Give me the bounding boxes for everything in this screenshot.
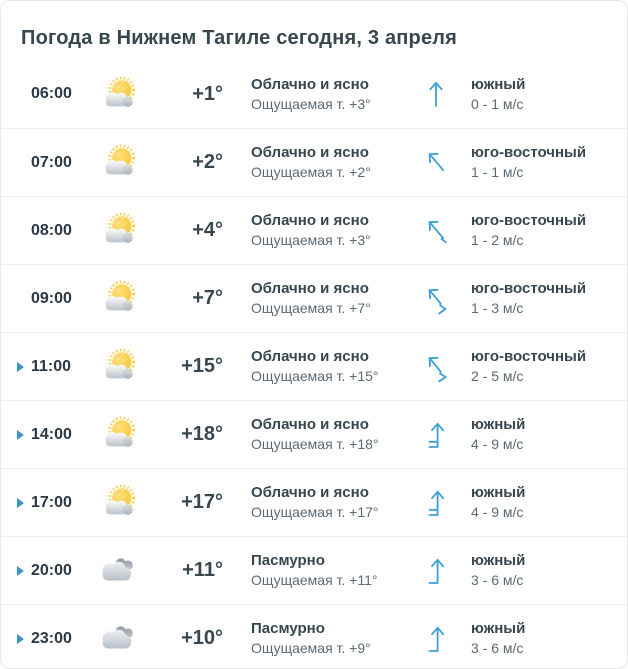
forecast-row[interactable] [1, 60, 627, 128]
wind-arrow-n-barb1-icon [419, 622, 453, 656]
wind-block [471, 211, 611, 249]
condition-label: Облачно и ясно [251, 416, 369, 434]
wind-arrow-n-icon [419, 77, 453, 111]
feels-like-label: Ощущаемая т. +18° [251, 436, 379, 453]
time-label: 11:00 [31, 357, 72, 375]
wind-block [471, 619, 611, 657]
wind-arrow-nw-barb2-icon [419, 350, 453, 384]
expand-arrow-icon[interactable] [17, 362, 31, 372]
forecast-row[interactable] [1, 332, 627, 400]
time-label: 23:00 [31, 629, 72, 647]
feels-like-label: Ощущаемая т. +11° [251, 572, 378, 589]
time-label: 17:00 [31, 493, 72, 511]
feels-like-label: Ощущаемая т. +2° [251, 164, 371, 181]
wind-block [471, 415, 611, 453]
wind-speed-label: 3 - 6 м/с [471, 640, 524, 657]
expand-arrow-icon[interactable] [17, 634, 31, 644]
wind-speed-label: 1 - 1 м/с [471, 164, 524, 181]
condition-block [251, 551, 419, 589]
time-label: 14:00 [31, 425, 72, 443]
feels-like-label: Ощущаемая т. +3° [251, 232, 371, 249]
condition-block [251, 211, 419, 249]
wind-arrow-n-barb2-icon [419, 486, 453, 520]
wind-block [471, 347, 611, 385]
temperature-value: +2° [192, 151, 223, 173]
condition-block [251, 415, 419, 453]
condition-label: Облачно и ясно [251, 280, 369, 298]
wind-arrow-nw-barb1-icon [419, 214, 453, 248]
temperature-value: +10° [181, 627, 223, 649]
wind-block [471, 143, 611, 181]
wind-direction-label: южный [471, 416, 526, 434]
wind-direction-label: юго-восточный [471, 144, 587, 162]
expand-arrow-icon[interactable] [17, 430, 31, 440]
clouds-icon [87, 623, 151, 654]
forecast-row[interactable] [1, 196, 627, 264]
wind-speed-label: 4 - 9 м/с [471, 504, 524, 521]
forecast-row[interactable] [1, 536, 627, 604]
feels-like-label: Ощущаемая т. +17° [251, 504, 379, 521]
forecast-row[interactable] [1, 604, 627, 669]
wind-direction-label: южный [471, 75, 526, 93]
condition-block [251, 279, 419, 317]
temperature-value: +17° [181, 491, 223, 513]
wind-direction-label: южный [471, 552, 526, 570]
sun-behind-cloud-icon [87, 212, 151, 249]
wind-direction-label: юго-восточный [471, 348, 587, 366]
wind-speed-label: 0 - 1 м/с [471, 95, 524, 112]
sun-behind-cloud-icon [87, 144, 151, 181]
wind-arrow-n-barb2-icon [419, 418, 453, 452]
temperature-value: +7° [192, 287, 223, 309]
temperature-value: +4° [192, 219, 223, 241]
wind-speed-label: 1 - 3 м/с [471, 300, 524, 317]
wind-arrow-nw-barb2-icon [419, 282, 453, 316]
wind-arrow-n-barb1-icon [419, 554, 453, 588]
time-label: 08:00 [31, 221, 72, 239]
forecast-row[interactable] [1, 468, 627, 536]
time-label: 09:00 [31, 289, 72, 307]
forecast-table [1, 60, 627, 669]
condition-block [251, 143, 419, 181]
wind-arrow-nw-icon [419, 146, 453, 180]
wind-direction-label: южный [471, 484, 526, 502]
wind-direction-label: юго-восточный [471, 212, 587, 230]
page-title: Погода в Нижнем Тагиле сегодня, 3 апреля [21, 27, 458, 49]
wind-speed-label: 3 - 6 м/с [471, 572, 524, 589]
wind-block [471, 551, 611, 589]
feels-like-label: Ощущаемая т. +3° [251, 95, 371, 112]
condition-label: Пасмурно [251, 552, 325, 570]
wind-block [471, 279, 611, 317]
time-label: 20:00 [31, 561, 72, 579]
condition-label: Облачно и ясно [251, 348, 369, 366]
time-label: 06:00 [31, 85, 72, 102]
forecast-row[interactable] [1, 400, 627, 468]
wind-block [471, 483, 611, 521]
temperature-value: +18° [181, 423, 223, 445]
condition-block [251, 75, 419, 113]
time-label: 07:00 [31, 153, 72, 171]
wind-speed-label: 4 - 9 м/с [471, 436, 524, 453]
condition-label: Облачно и ясно [251, 484, 369, 502]
condition-block [251, 483, 419, 521]
condition-block [251, 619, 419, 657]
condition-label: Облачно и ясно [251, 75, 369, 93]
wind-direction-label: юго-восточный [471, 280, 587, 298]
expand-arrow-icon[interactable] [17, 498, 31, 508]
wind-speed-label: 1 - 2 м/с [471, 232, 524, 249]
feels-like-label: Ощущаемая т. +7° [251, 300, 371, 317]
condition-block [251, 347, 419, 385]
wind-speed-label: 2 - 5 м/с [471, 368, 524, 385]
sun-behind-cloud-icon [87, 416, 151, 453]
temperature-value: +1° [192, 82, 223, 105]
condition-label: Пасмурно [251, 620, 325, 638]
wind-block [471, 75, 611, 113]
condition-label: Облачно и ясно [251, 144, 369, 162]
feels-like-label: Ощущаемая т. +15° [251, 368, 379, 385]
clouds-icon [87, 555, 151, 586]
wind-direction-label: южный [471, 620, 526, 638]
temperature-value: +15° [181, 355, 223, 377]
condition-label: Облачно и ясно [251, 212, 369, 230]
expand-arrow-icon[interactable] [17, 566, 31, 576]
sun-behind-cloud-icon [87, 484, 151, 521]
sun-behind-cloud-icon [87, 348, 151, 385]
feels-like-label: Ощущаемая т. +9° [251, 640, 371, 657]
temperature-value: +11° [182, 559, 223, 581]
forecast-row[interactable] [1, 264, 627, 332]
sun-behind-cloud-icon [87, 280, 151, 317]
sun-behind-cloud-icon [87, 76, 151, 113]
forecast-row[interactable] [1, 128, 627, 196]
